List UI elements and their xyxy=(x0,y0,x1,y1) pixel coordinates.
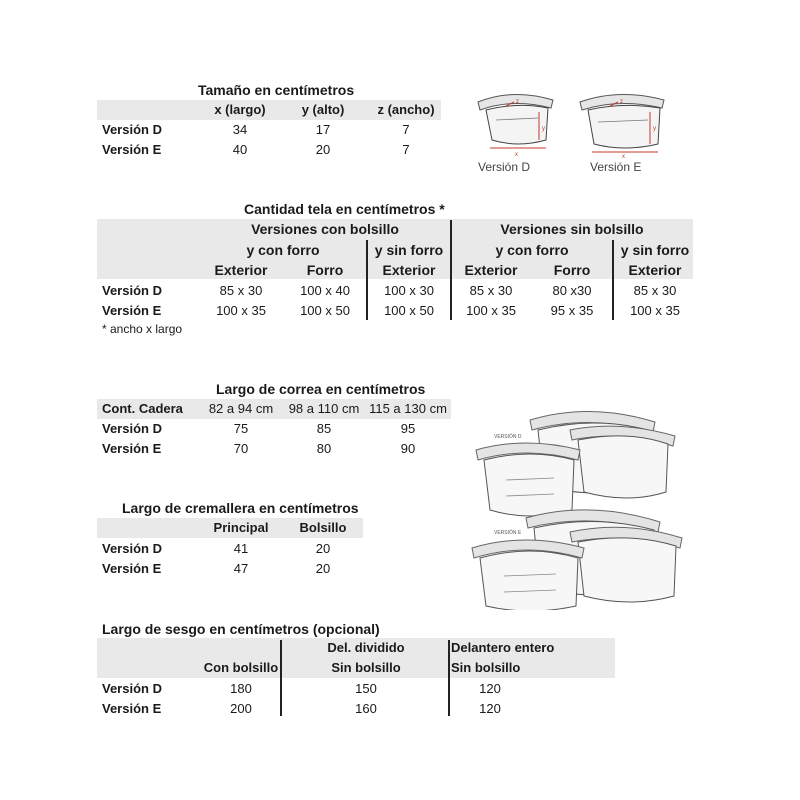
fabric-cell: 85 x 30 xyxy=(469,283,513,298)
fabric-sub-with-lining: y con forro xyxy=(495,242,569,258)
bias-col-divided: Del. dividido xyxy=(327,640,405,655)
fabric-cell: 100 x 40 xyxy=(300,283,350,298)
diagram-d-x-label: x xyxy=(515,152,518,158)
strap-cell: 90 xyxy=(400,441,416,456)
bias-cell: 120 xyxy=(479,701,501,716)
bias-col-divided-sub: Sin bolsillo xyxy=(331,660,401,675)
fabric-col-lining: Forro xyxy=(306,262,344,278)
fabric-sub-without-lining: y sin forro xyxy=(374,242,444,258)
diagram-d-caption: Versión D xyxy=(478,160,531,174)
strap-col: 115 a 130 cm xyxy=(369,401,447,416)
size-cell: 40 xyxy=(232,142,248,157)
bias-cell: 180 xyxy=(230,681,252,696)
strap-row-label: Versión D xyxy=(102,421,162,436)
bag-dimension-diagram-e xyxy=(574,90,674,158)
strap-row-header: Cont. Cadera xyxy=(102,401,183,416)
bias-col-with-pocket: Con bolsillo xyxy=(203,660,279,675)
fabric-table-title: Cantidad tela en centímetros * xyxy=(244,201,445,217)
diagram-e-x-label: x xyxy=(622,154,625,158)
fabric-col-lining: Forro xyxy=(553,262,591,278)
fabric-cell: 100 x 35 xyxy=(216,303,266,318)
fabric-col-exterior: Exterior xyxy=(464,262,518,278)
bias-table-title: Largo de sesgo en centímetros (opcional) xyxy=(102,621,380,637)
strap-col: 82 a 94 cm xyxy=(208,401,274,416)
bias-row-label: Versión E xyxy=(102,701,162,716)
size-cell: 34 xyxy=(232,122,248,137)
size-col-y: y (alto) xyxy=(301,102,345,117)
bias-row-label: Versión D xyxy=(102,681,162,696)
bias-cell: 200 xyxy=(230,701,252,716)
fabric-cell: 80 x30 xyxy=(552,283,592,298)
size-row-label: Versión E xyxy=(102,142,162,157)
fabric-footnote: * ancho x largo xyxy=(102,322,183,336)
fabric-sub-with-lining: y con forro xyxy=(246,242,320,258)
size-cell: 7 xyxy=(402,122,410,137)
strap-col: 98 a 110 cm xyxy=(288,401,360,416)
strap-cell: 80 xyxy=(316,441,332,456)
zipper-col: Bolsillo xyxy=(299,520,347,535)
fabric-cell: 85 x 30 xyxy=(219,283,263,298)
diagram-d-z-label: z xyxy=(516,99,519,105)
zipper-cell: 20 xyxy=(315,541,331,556)
fabric-row-label: Versión E xyxy=(102,303,162,318)
bag-illustration xyxy=(470,400,690,610)
size-cell: 17 xyxy=(315,122,331,137)
bias-col-whole: Delantero entero xyxy=(451,640,555,655)
bag-group-e xyxy=(472,510,682,610)
size-col-x: x (largo) xyxy=(214,102,266,117)
diagram-e-z-label: z xyxy=(620,99,623,105)
size-cell: 7 xyxy=(402,142,410,157)
fabric-col-exterior: Exterior xyxy=(628,262,682,278)
strap-cell: 75 xyxy=(233,421,249,436)
bias-cell: 120 xyxy=(479,681,501,696)
strap-cell: 95 xyxy=(400,421,416,436)
diagram-e-caption: Versión E xyxy=(590,160,642,174)
fabric-row-label: Versión D xyxy=(102,283,162,298)
size-row-label: Versión D xyxy=(102,122,162,137)
strap-cell: 70 xyxy=(233,441,249,456)
zipper-table-title: Largo de cremallera en centímetros xyxy=(122,500,359,516)
fabric-group-without-pocket: Versiones sin bolsillo xyxy=(500,221,644,237)
fabric-cell: 100 x 50 xyxy=(300,303,350,318)
fabric-cell: 100 x 35 xyxy=(630,303,680,318)
fabric-cell: 100 x 50 xyxy=(384,303,434,318)
zipper-cell: 47 xyxy=(233,561,249,576)
strap-row-label: Versión E xyxy=(102,441,162,456)
fabric-cell: 100 x 30 xyxy=(384,283,434,298)
fabric-sub-without-lining: y sin forro xyxy=(620,242,690,258)
bias-col-whole-sub: Sin bolsillo xyxy=(451,660,521,675)
fabric-group-with-pocket: Versiones con bolsillo xyxy=(251,221,399,237)
bias-cell: 160 xyxy=(355,701,377,716)
diagram-e-y-label: y xyxy=(653,126,656,132)
size-cell: 20 xyxy=(315,142,331,157)
zipper-col: Principal xyxy=(213,520,269,535)
zipper-cell: 41 xyxy=(233,541,249,556)
size-col-z: z (ancho) xyxy=(377,102,435,117)
bag-label-d: VERSIÓN D xyxy=(494,434,522,440)
zipper-cell: 20 xyxy=(315,561,331,576)
diagram-d-y-label: y xyxy=(542,126,545,132)
strap-cell: 85 xyxy=(316,421,332,436)
strap-table-title: Largo de correa en centímetros xyxy=(216,381,426,397)
fabric-col-exterior: Exterior xyxy=(382,262,436,278)
size-table-title: Tamaño en centímetros xyxy=(198,82,355,98)
zipper-row-label: Versión D xyxy=(102,541,162,556)
zipper-row-label: Versión E xyxy=(102,561,162,576)
bag-dimension-diagram-d xyxy=(468,90,568,158)
fabric-col-exterior: Exterior xyxy=(214,262,268,278)
fabric-cell: 85 x 30 xyxy=(633,283,677,298)
bag-group-d xyxy=(476,411,675,516)
bag-label-e: VERSIÓN E xyxy=(494,530,522,536)
bias-cell: 150 xyxy=(355,681,377,696)
fabric-cell: 95 x 35 xyxy=(550,303,594,318)
fabric-cell: 100 x 35 xyxy=(466,303,516,318)
